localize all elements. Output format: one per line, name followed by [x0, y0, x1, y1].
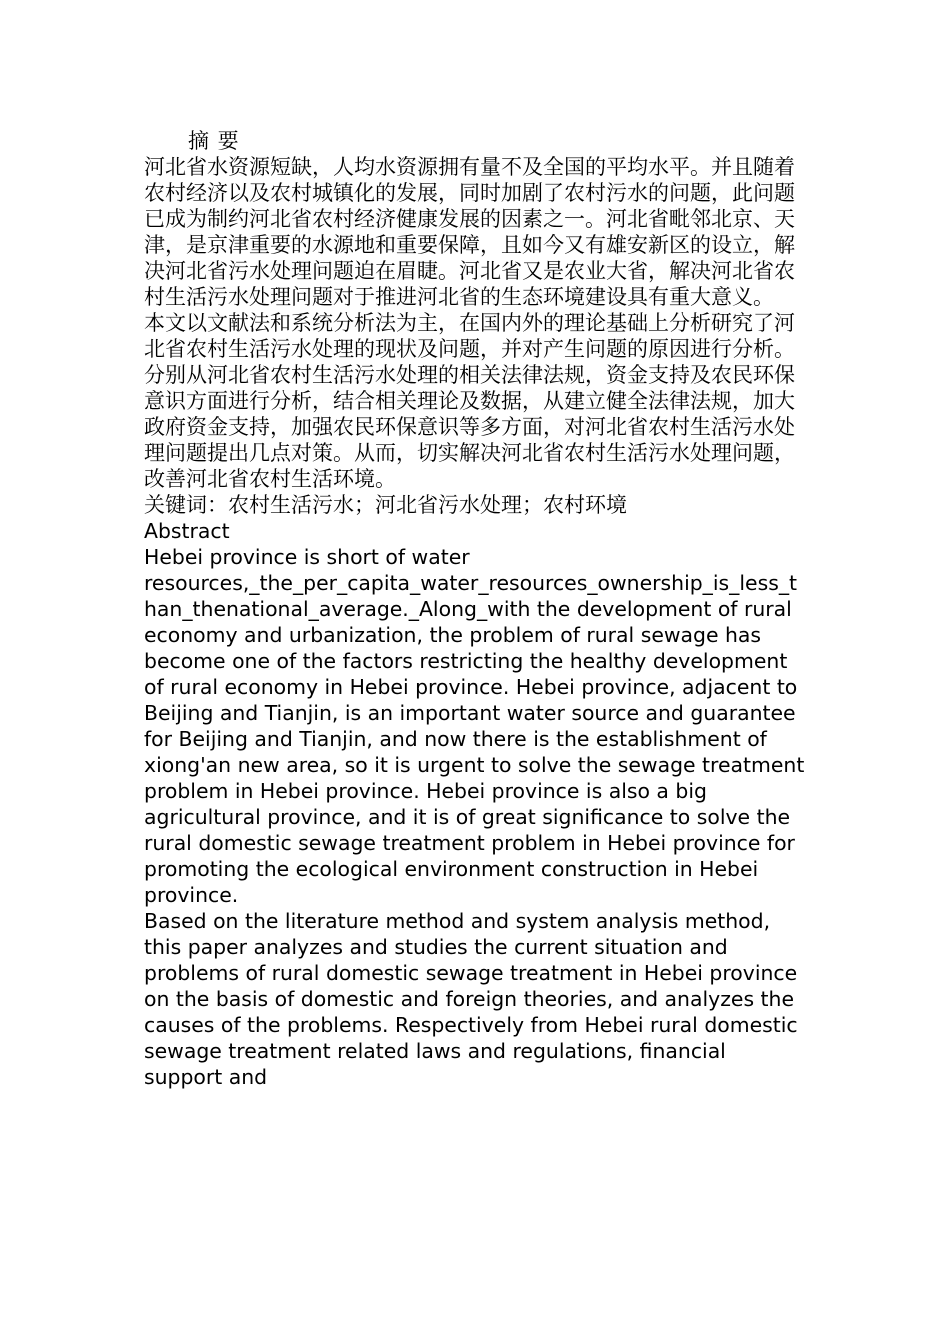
- keywords-zh: 关键词：农村生活污水；河北省污水处理；农村环境: [144, 493, 627, 517]
- abstract-en-title: Abstract: [144, 519, 230, 543]
- abstract-zh-paragraph-2: 本文以文献法和系统分析法为主，在国内外的理论基础上分析研究了河北省农村生活污水处理的现状及问题，并对产生问题的原因进行分析。分别从河北省农村生活污水处理的相关法律法规，资金支持及农民环保意识方面进行分析，结合相关理论及数据，从建立健全法律法规，加大政府资金支持，加强农民环保意识等多方面，对河北省农村生活污水处理问题提出几点对策。从而，切实解决河北省农村生活污水处理问题，改善河北省农村生活环境。: [144, 311, 795, 491]
- abstract-zh-paragraph-1: 河北省水资源短缺，人均水资源拥有量不及全国的平均水平。并且随着农村经济以及农村城镇化的发展，同时加剧了农村污水的问题，此问题已成为制约河北省农村经济健康发展的因素之一。河北省毗邻北京、天津，是京津重要的水源地和重要保障，且如今又有雄安新区的设立，解决河北省污水处理问题迫在眉睫。河北省又是农业大省，解决河北省农村生活污水处理问题对于推进河北省的生态环境建设具有重大意义。: [144, 155, 795, 309]
- document-page: [144, 128, 808, 1090]
- abstract-zh-title: 摘 要: [188, 129, 240, 153]
- abstract-en-paragraph-2: Based on the literature method and system analysis method, this paper analyzes and studies the current situation and problems of rural domestic sewage treatment in Hebei province on the basis of domestic and foreign theories, and analyzes the causes of the problems. Respectively from Hebei rural domestic sewage treatment related laws and regulations, financial support and: [144, 909, 798, 1089]
- abstract-en-paragraph-1: Hebei province is short of water resources,_the_per_capita_water_resources_ownership_is_less_than_thenational_average._Along_with the development of rural economy and urbanization, the problem of rural sewage has become one of the factors restricting the healthy development of rural economy in Hebei province. Hebei province, adjacent to Beijing and Tianjin, is an important water source and guarantee for Beijing and Tianjin, and now there is the establishment of xiong'an new area, so it is urgent to solve the sewage treatment problem in Hebei province. Hebei province is also a big agricultural province, and it is of great significance to solve the rural domestic sewage treatment problem in Hebei province for promoting the ecological environment construction in Hebei province.: [144, 545, 805, 907]
